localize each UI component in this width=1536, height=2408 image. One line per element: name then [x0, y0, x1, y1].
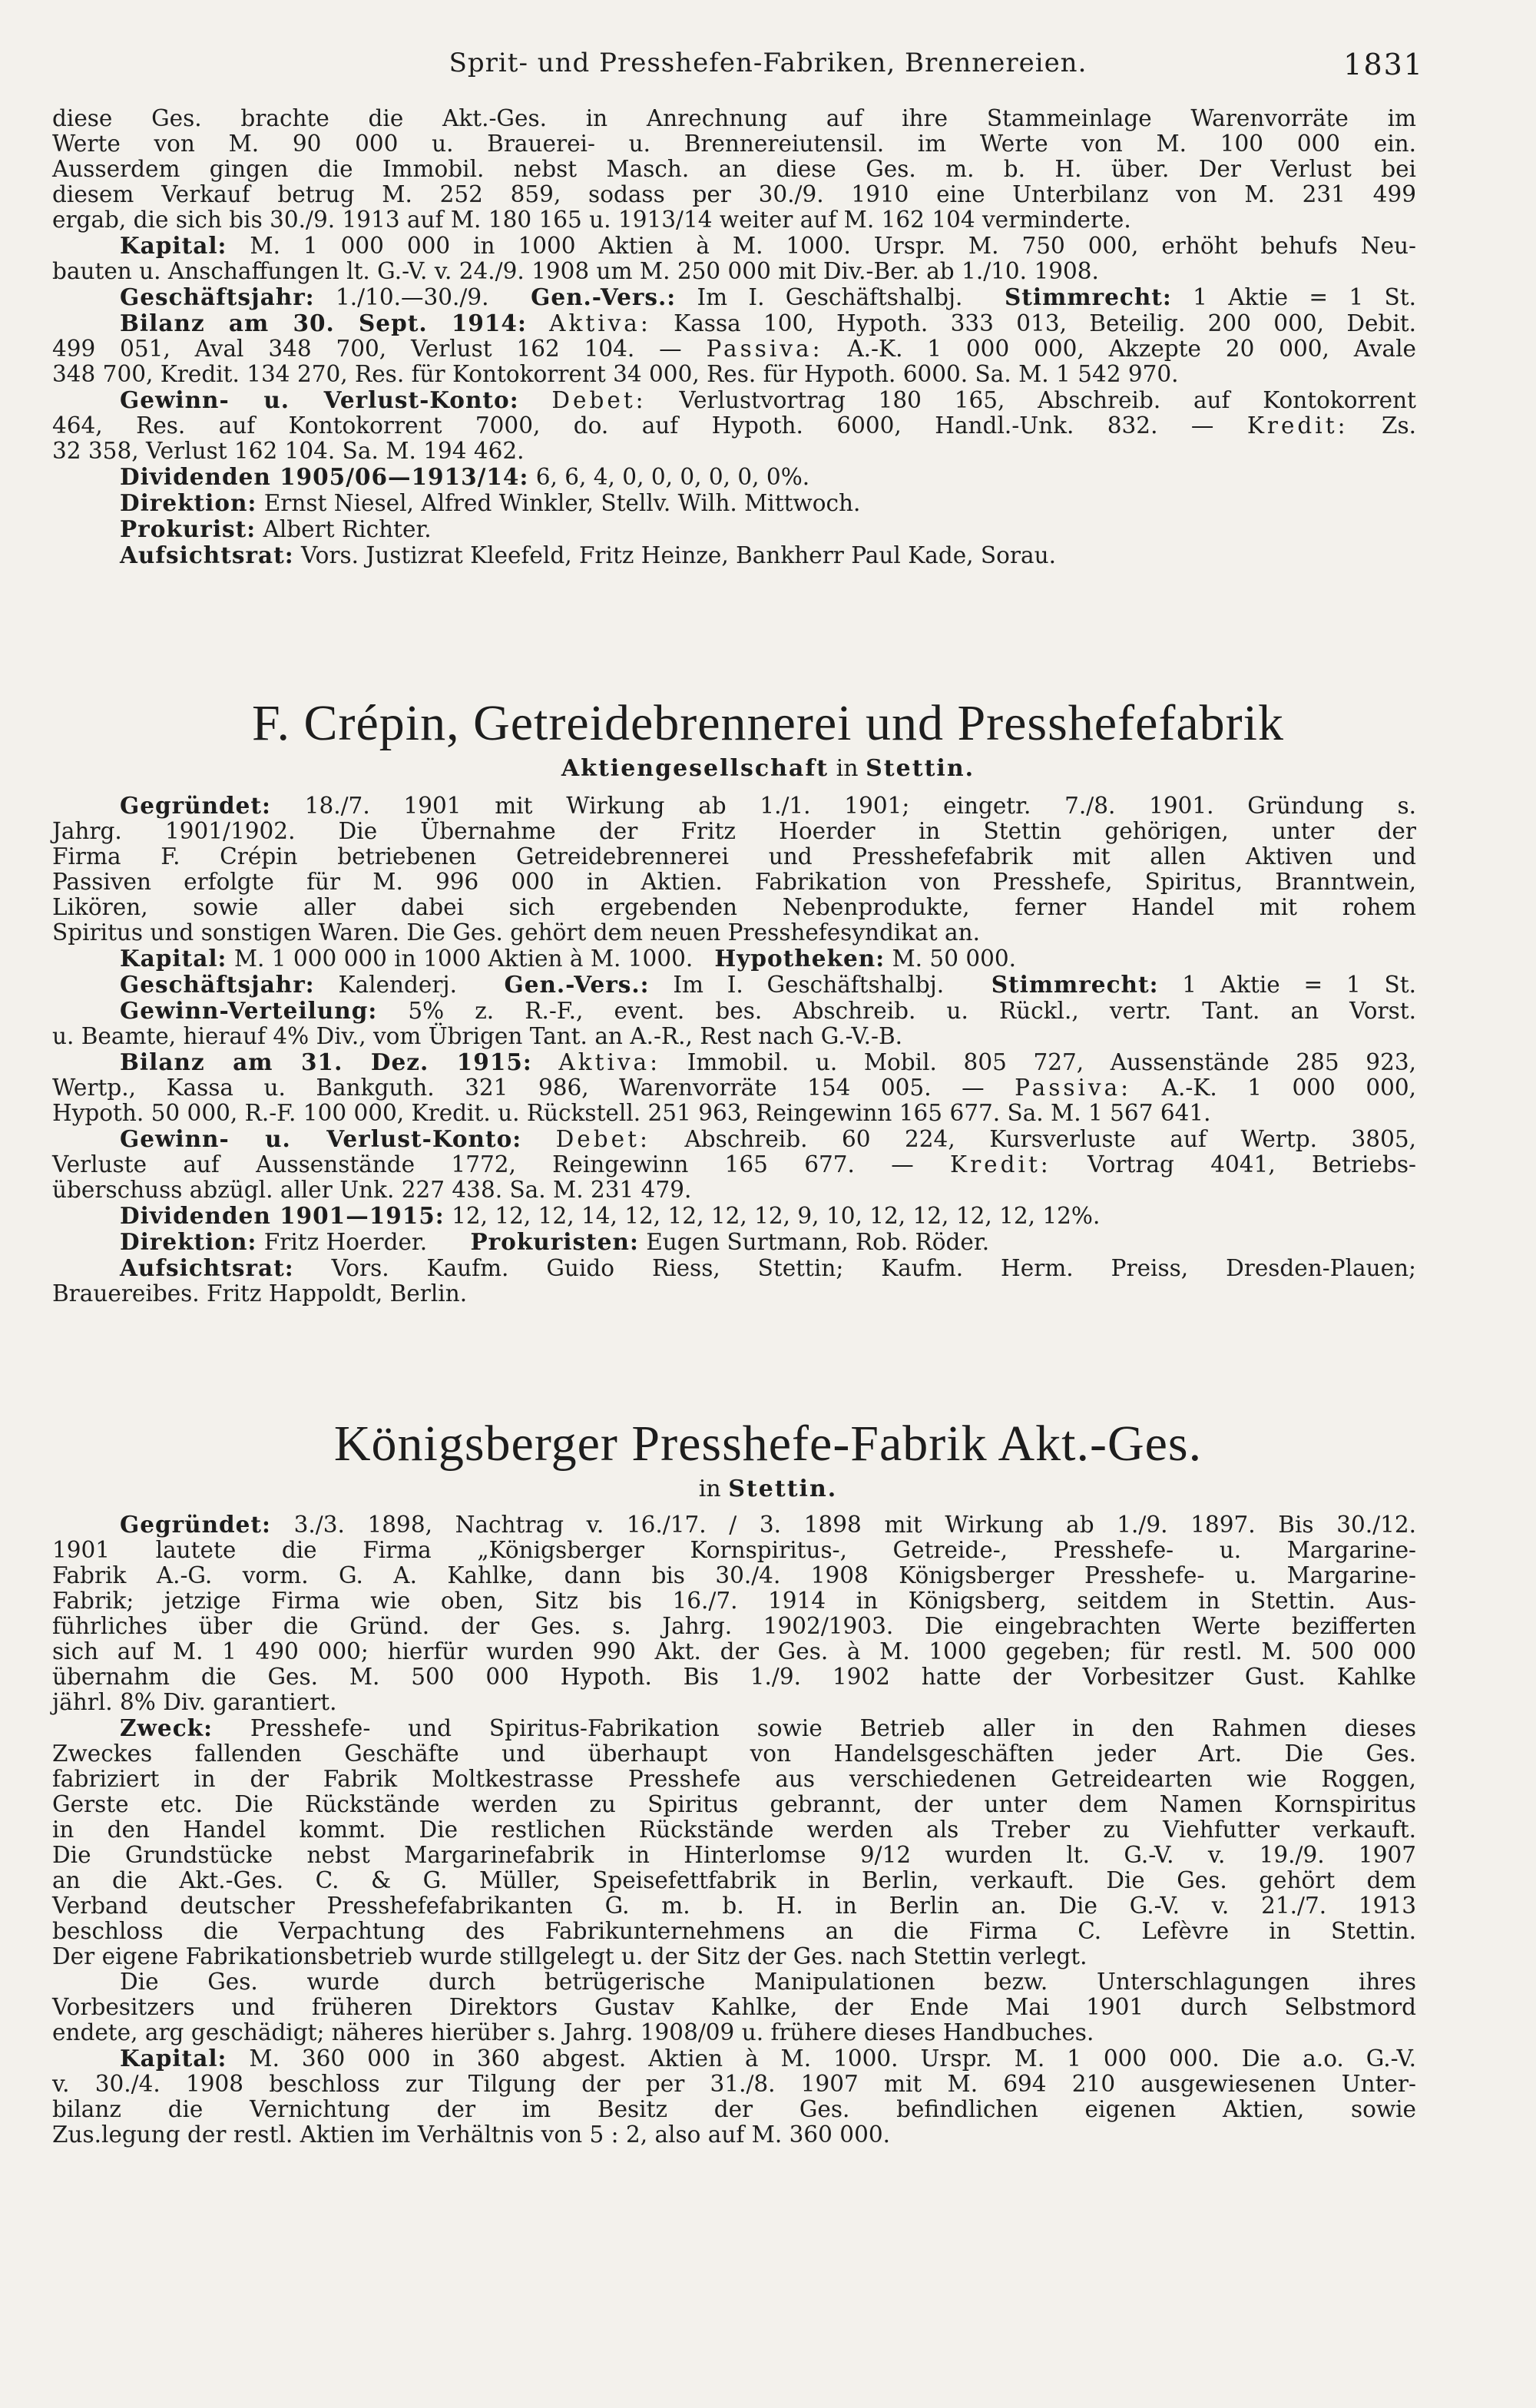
- kapital-text: M. 360 000 in 360 abgest. Aktien à M. 1000. Urspr. M. 1 000 000. Die a.o. G.-V.: [227, 2045, 1416, 2072]
- passiva-label: Passiva:: [1015, 1075, 1132, 1101]
- guv-line: [52, 413, 1416, 439]
- dir-label: Direktion:: [120, 1228, 257, 1255]
- gegruendet-line: [52, 793, 1416, 819]
- intro-line: ergab, die sich bis 30./9. 1913 auf M. 180 165 u. 1913/14 weiter auf M. 162 104 verminderte.: [52, 207, 1131, 233]
- zweck-line: in den Handel kommt. Die restlichen Rückstände werden als Treber zu Viehfutter verkauft.: [52, 1817, 1416, 1843]
- gegruendet-line: [52, 1512, 1416, 1538]
- gegr-label: Gegründet:: [120, 1511, 271, 1538]
- gv-text: Im I. Geschäftshalbj.: [676, 284, 963, 310]
- prok-text: Eugen Surtmann, Rob. Röder.: [638, 1229, 990, 1255]
- meta-line: [52, 972, 1416, 998]
- kapital-line: bilanz die Vernichtung der im Besitz der Ges. befindlichen eigenen Aktien, sowie: [52, 2096, 1416, 2122]
- guv-text: 464, Res. auf Kontokorrent 7000, do. auf Hypoth. 6000, Handl.-Unk. 832. —: [52, 412, 1247, 439]
- dir-text: Ernst Niesel, Alfred Winkler, Stellv. Wilh. Mittwoch.: [257, 490, 861, 516]
- section-continuation: [52, 106, 1416, 568]
- gv-label: Gen.-Vers.:: [531, 283, 677, 310]
- gegruendet-line: Fabrik; jetzige Firma wie oben, Sitz bis 16./7. 1914 in Königsberg, seitdem in Stettin. Aus-: [52, 1588, 1416, 1614]
- debet-label: Debet:: [555, 1126, 650, 1152]
- hyp-text: M. 50 000.: [885, 946, 1017, 972]
- guv-line: [52, 1126, 1416, 1152]
- prok-label: Prokuristen:: [470, 1228, 639, 1255]
- zweck-text: Presshefe- und Spiritus-Fabrikation sowie Betrieb aller in den Rahmen dieses: [213, 1715, 1416, 1741]
- guv-text: Abschreib. 60 224, Kursverluste auf Wertp. 3805,: [650, 1126, 1416, 1152]
- kredit-label: Kredit:: [950, 1151, 1051, 1178]
- intro-line: diesem Verkauf betrug M. 252 859, sodass per 30./9. 1910 eine Unterbilanz von M. 231 499: [52, 181, 1416, 207]
- zweck-label: Zweck:: [120, 1714, 213, 1741]
- zweck-line: an die Akt.-Ges. C. & G. Müller, Speisefettfabrik in Berlin, verkauft. Die Ges. gehört dem: [52, 1867, 1416, 1893]
- ar-text: Vors. Justizrat Kleefeld, Fritz Heinze, Bankherr Paul Kade, Sorau.: [293, 542, 1056, 568]
- kapital-text: M. 1 000 000 in 1000 Aktien à M. 1000. Urspr. M. 750 000, erhöht behufs Neu-: [227, 233, 1416, 259]
- ar-text: Vors. Kaufm. Guido Riess, Stettin; Kaufm. Herm. Preiss, Dresden-Plauen;: [293, 1255, 1416, 1281]
- kapital-label: Kapital:: [120, 232, 227, 259]
- kapital-label: Kapital:: [120, 945, 227, 972]
- gewv-text: 5% z. R.-F., event. bes. Abschreib. u. Rückl., vertr. Tant. an Vorst.: [377, 998, 1416, 1024]
- intro-line: Werte von M. 90 000 u. Brauerei- u. Brennereiutensil. im Werte von M. 100 000 ein.: [52, 131, 1416, 157]
- zweck-line: Der eigene Fabrikationsbetrieb wurde stillgelegt u. der Sitz der Ges. nach Stettin verlegt.: [52, 1943, 1087, 1969]
- guv-text: Zs.: [1348, 412, 1416, 439]
- ar-label: Aufsichtsrat:: [120, 1254, 294, 1281]
- aufsichtsrat-line: [52, 542, 1416, 568]
- zweck-line: Gerste etc. Die Rückstände werden zu Spiritus gebrannt, der unter dem Namen Kornspiritus: [52, 1791, 1416, 1817]
- bilanz-line: Hypoth. 50 000, R.-F. 100 000, Kredit. u. Rückstell. 251 963, Reingewinn 165 677. Sa. M. 1 567 641.: [52, 1100, 1211, 1126]
- subtitle-bold: Aktiengesellschaft: [561, 755, 829, 782]
- guv-line: überschuss abzügl. aller Unk. 227 438. Sa. M. 231 479.: [52, 1177, 692, 1203]
- kapital-label: Kapital:: [120, 2045, 227, 2072]
- betrug-line: Die Ges. wurde durch betrügerische Manipulationen bezw. Unterschlagungen ihres: [120, 1969, 1416, 1995]
- kredit-label: Kredit:: [1246, 412, 1349, 439]
- prok-text: Albert Richter.: [256, 516, 432, 542]
- ar-label: Aufsichtsrat:: [120, 542, 294, 568]
- aufsichtsrat-line: Brauereibes. Fritz Happoldt, Berlin.: [52, 1280, 468, 1307]
- subtitle-city: Stettin.: [728, 1476, 838, 1502]
- guv-line: [52, 387, 1416, 413]
- company-title: F. Crépin, Getreidebrennerei und Presshefefabrik: [252, 695, 1284, 751]
- gj-text: Kalenderj.: [314, 972, 457, 998]
- bilanz-line: [52, 336, 1416, 362]
- meta-line: [52, 284, 1416, 310]
- company-subtitle: [0, 756, 1536, 782]
- subtitle-in: in: [698, 1476, 729, 1502]
- bilanz-text: Kassa 100, Hypoth. 333 013, Beteilig. 200 000, Debit.: [650, 310, 1416, 336]
- kapital-line: [52, 233, 1416, 259]
- div-label: Dividenden 1905/06—1913/14:: [120, 463, 529, 490]
- subtitle-city: Stettin.: [866, 755, 975, 782]
- bilanz-text: A.-K. 1 000 000, Akzepte 20 000, Avale: [823, 336, 1416, 362]
- gegr-label: Gegründet:: [120, 792, 271, 819]
- bilanz-text: A.-K. 1 000 000,: [1131, 1075, 1416, 1101]
- kapital-line: [52, 2045, 1416, 2072]
- company-subtitle: [0, 1476, 1536, 1502]
- zweck-line: Verband deutscher Presshefefabrikanten G. m. b. H. in Berlin an. Die G.-V. v. 21./7. 1913: [52, 1893, 1416, 1919]
- div-text: 6, 6, 4, 0, 0, 0, 0, 0, 0%.: [528, 464, 810, 490]
- st-text: 1 Aktie = 1 St.: [1158, 972, 1416, 998]
- guv-line: 32 358, Verlust 162 104. Sa. M. 194 462.: [52, 438, 525, 464]
- bilanz-line: [52, 1075, 1416, 1101]
- st-label: Stimmrecht:: [1005, 283, 1172, 310]
- bilanz-line: [52, 310, 1416, 336]
- hyp-label: Hypotheken:: [714, 945, 886, 972]
- dir-text: Fritz Hoerder.: [257, 1229, 428, 1255]
- bilanz-text: Wertp., Kassa u. Bankguth. 321 986, Warenvorräte 154 005. —: [52, 1075, 1015, 1101]
- kapital-line: bauten u. Anschaffungen lt. G.-V. v. 24./9. 1908 um M. 250 000 mit Div.-Ber. ab 1./10. 1908.: [52, 258, 1099, 284]
- guv-text: Vortrag 4041, Betriebs-: [1051, 1151, 1416, 1178]
- section-koenigsberger: [52, 1512, 1416, 2148]
- div-label: Dividenden 1901—1915:: [120, 1202, 445, 1229]
- bilanz-label: Bilanz am 30. Sept. 1914:: [120, 310, 527, 336]
- guv-text: Verluste auf Aussenstände 1772, Reingewinn 165 677. —: [52, 1151, 951, 1178]
- gegruendet-line: Fabrik A.-G. vorm. G. A. Kahlke, dann bis 30./4. 1908 Königsberger Presshefe- u. Margarine-: [52, 1562, 1416, 1588]
- dividend-line: [52, 1203, 1416, 1229]
- passiva-label: Passiva:: [706, 336, 823, 362]
- prok-label: Prokurist:: [120, 515, 257, 542]
- page-number: 1831: [1343, 48, 1424, 81]
- aufsichtsrat-line: [52, 1255, 1416, 1281]
- guv-line: [52, 1152, 1416, 1178]
- running-header: Sprit- und Presshefen-Fabriken, Brennereien.: [449, 48, 1087, 78]
- gewinnverteilung-line: [52, 998, 1416, 1024]
- gegr-text: 18./7. 1901 mit Wirkung ab 1./1. 1901; eingetr. 7./8. 1901. Gründung s.: [270, 793, 1416, 819]
- guv-text: Verlustvortrag 180 165, Abschreib. auf Kontokorrent: [646, 387, 1416, 413]
- gv-text: Im I. Geschäftshalbj.: [649, 972, 945, 998]
- section-crepin: [52, 793, 1416, 1307]
- guv-label: Gewinn- u. Verlust-Konto:: [120, 1125, 522, 1152]
- div-text: 12, 12, 12, 14, 12, 12, 12, 12, 9, 10, 12, 12, 12, 12, 12%.: [444, 1203, 1101, 1229]
- gegruendet-line: Likören, sowie aller dabei sich ergebenden Nebenprodukte, ferner Handel mit rohem: [52, 894, 1416, 920]
- gegruendet-line: 1901 lautete die Firma „Königsberger Kornspiritus-, Getreide-, Presshefe- u. Margarine-: [52, 1537, 1416, 1563]
- zweck-line: Zweckes fallenden Geschäfte und überhaupt von Handelsgeschäften jeder Art. Die Ges.: [52, 1741, 1416, 1767]
- direktion-line: [52, 1229, 1416, 1255]
- gewinnverteilung-line: u. Beamte, hierauf 4% Div., vom Übrigen Tant. an A.-R., Rest nach G.-V.-B.: [52, 1023, 903, 1049]
- betrug-line: Vorbesitzers und früheren Direktors Gustav Kahlke, der Ende Mai 1901 durch Selbstmord: [52, 1994, 1416, 2020]
- aktiva-label: Aktiva:: [549, 310, 651, 336]
- gj-label: Geschäftsjahr:: [120, 283, 315, 310]
- gegruendet-line: führliches über die Gründ. der Ges. s. Jahrg. 1902/1903. Die eingebrachten Werte bezifferten: [52, 1613, 1416, 1639]
- zweck-line: fabriziert in der Fabrik Moltkestrasse Presshefe aus verschiedenen Getreidearten wie Roggen,: [52, 1766, 1416, 1792]
- gegruendet-line: Firma F. Crépin betriebenen Getreidebrennerei und Presshefefabrik mit allen Aktiven und: [52, 843, 1416, 869]
- bilanz-text: 499 051, Aval 348 700, Verlust 162 104. —: [52, 336, 707, 362]
- zweck-line: beschloss die Verpachtung des Fabrikunternehmens an die Firma C. Lefèvre in Stettin.: [52, 1918, 1416, 1944]
- zweck-line: [52, 1715, 1416, 1741]
- kapital-line: Zus.legung der restl. Aktien im Verhältnis von 5 : 2, also auf M. 360 000.: [52, 2121, 890, 2148]
- prokurist-line: [52, 516, 1416, 542]
- kapital-line: v. 30./4. 1908 beschloss zur Tilgung der per 31./8. 1907 mit M. 694 210 ausgewiesenen Unter-: [52, 2071, 1416, 2097]
- company-title: Königsberger Presshefe-Fabrik Akt.-Ges.: [333, 1416, 1203, 1472]
- gewv-label: Gewinn-Verteilung:: [120, 997, 378, 1024]
- gj-label: Geschäftsjahr:: [120, 971, 315, 998]
- gegruendet-line: jährl. 8% Div. garantiert.: [52, 1689, 337, 1715]
- kapital-text: M. 1 000 000 in 1000 Aktien à M. 1000.: [227, 946, 694, 972]
- bilanz-line: [52, 1049, 1416, 1075]
- gegruendet-line: Jahrg. 1901/1902. Die Übernahme der Fritz Hoerder in Stettin gehörigen, unter der: [52, 818, 1416, 844]
- gegr-text: 3./3. 1898, Nachtrag v. 16./17. / 3. 1898 mit Wirkung ab 1./9. 1897. Bis 30./12.: [270, 1512, 1416, 1538]
- dir-label: Direktion:: [120, 489, 257, 516]
- gegruendet-line: sich auf M. 1 490 000; hierfür wurden 990 Akt. der Ges. à M. 1000 gegeben; für restl. M. 500 000: [52, 1638, 1416, 1664]
- st-label: Stimmrecht:: [991, 971, 1159, 998]
- gegruendet-line: Spiritus und sonstigen Waren. Die Ges. gehört dem neuen Presshefesyndikat an.: [52, 919, 980, 946]
- st-text: 1 Aktie = 1 St.: [1171, 284, 1416, 310]
- kapital-line: [52, 946, 1416, 972]
- subtitle-in: in: [829, 755, 866, 782]
- gegruendet-line: Passiven erfolgte für M. 996 000 in Aktien. Fabrikation von Presshefe, Spiritus, Branntwein,: [52, 869, 1416, 895]
- zweck-line: Die Grundstücke nebst Margarinefabrik in Hinterlomse 9/12 wurden lt. G.-V. v. 19./9. 1907: [52, 1842, 1416, 1868]
- dividend-line: [52, 464, 1416, 490]
- gegruendet-line: übernahm die Ges. M. 500 000 Hypoth. Bis 1./9. 1902 hatte der Vorbesitzer Gust. Kahlke: [52, 1664, 1416, 1690]
- bilanz-label: Bilanz am 31. Dez. 1915:: [120, 1048, 532, 1075]
- debet-label: Debet:: [551, 387, 647, 413]
- direktion-line: [52, 490, 1416, 516]
- bilanz-line: 348 700, Kredit. 134 270, Res. für Kontokorrent 34 000, Res. für Hypoth. 6000. Sa. M. 1 542 970.: [52, 361, 1179, 387]
- gj-text: 1./10.—30./9.: [314, 284, 489, 310]
- betrug-line: endete, arg geschädigt; näheres hierüber s. Jahrg. 1908/09 u. frühere dieses Handbuches.: [52, 2019, 1094, 2045]
- guv-label: Gewinn- u. Verlust-Konto:: [120, 386, 519, 413]
- intro-line: Ausserdem gingen die Immobil. nebst Masch. an diese Ges. m. b. H. über. Der Verlust bei: [52, 156, 1416, 182]
- aktiva-label: Aktiva:: [558, 1049, 661, 1075]
- bilanz-text: Immobil. u. Mobil. 805 727, Aussenstände 285 923,: [660, 1049, 1416, 1075]
- intro-line: diese Ges. brachte die Akt.-Ges. in Anrechnung auf ihre Stammeinlage Warenvorräte im: [52, 105, 1416, 131]
- gv-label: Gen.-Vers.:: [504, 971, 650, 998]
